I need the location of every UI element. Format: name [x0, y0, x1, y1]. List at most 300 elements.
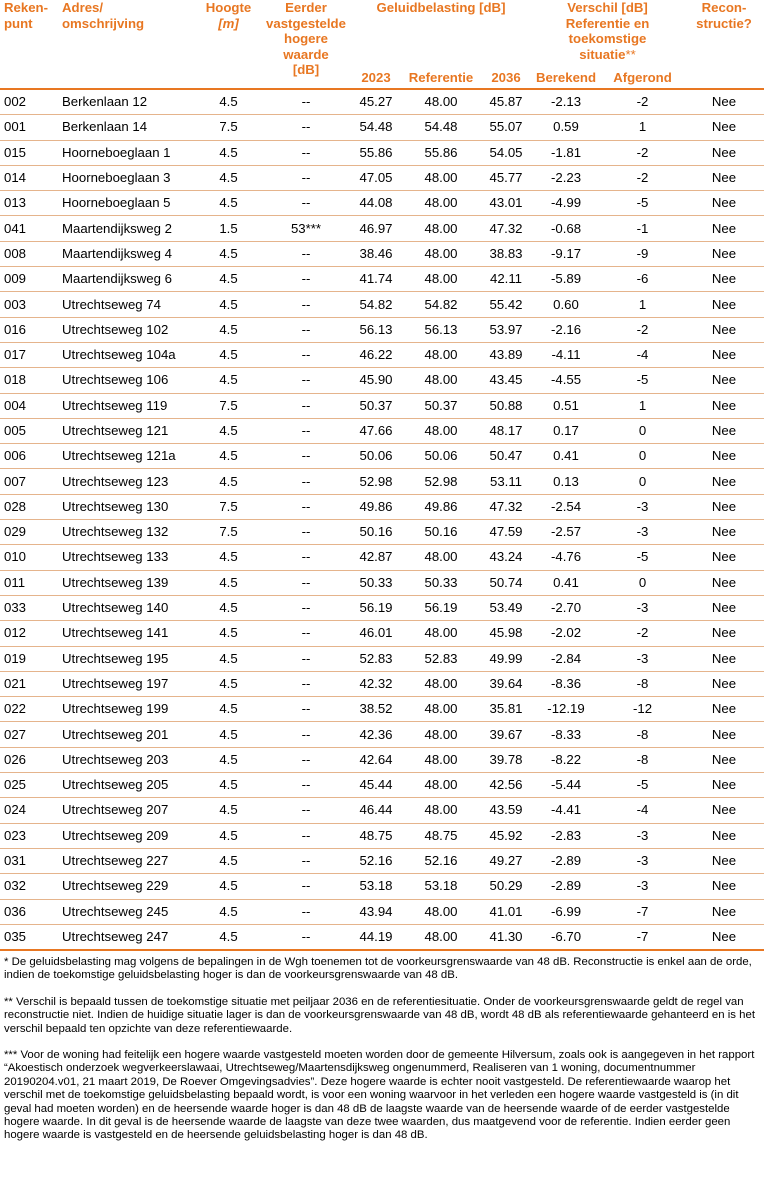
cell-rekenpunt: 032 [0, 874, 58, 899]
cell-2023: 42.36 [351, 722, 401, 747]
cell-referentie: 49.86 [401, 494, 481, 519]
cell-berekend: -9.17 [531, 241, 601, 266]
cell-hoogte: 4.5 [196, 267, 261, 292]
header-afgerond: Afgerond [601, 68, 684, 89]
cell-hoogte: 4.5 [196, 773, 261, 798]
cell-referentie: 48.00 [401, 545, 481, 570]
cell-adres: Utrechtseweg 207 [58, 798, 196, 823]
cell-eerder: -- [261, 595, 351, 620]
cell-referentie: 54.82 [401, 292, 481, 317]
cell-berekend: -4.55 [531, 368, 601, 393]
cell-adres: Utrechtseweg 199 [58, 697, 196, 722]
table-row [0, 342, 764, 367]
cell-2023: 52.98 [351, 469, 401, 494]
footnote-3: *** Voor de woning had feitelijk een hogere waarde vastgesteld moeten worden door de gemeente Hilversum, zoals ook is aangegeven in het rapport “Akoestisch onderzoek wegverkeerslawaai, Utrechtseweg/Maartensdijksweg ongenummerd, Realiseren van 1 woning, documentnummer 20190204.v01, 21 maart 2019, De Roever Omgevingsadvies”. Deze hogere waarde is echter nooit vastgesteld. De referentiewaarde waarop het verschil met de toekomstige geluidsbelasting bepaald wordt, is voor een woning waarvoor in het verleden een hogere waarde vastgesteld is (in dit geval had moeten worden) en de heersende waarde hoger is dan 48 dB de laagste waarde van de heersende waarde of de eerder vastgestelde hogere waarde. In dit geval is de heersende waarde de laagste van deze twee waarden, dus maatgevend voor de referentie. Indien eerder geen hogere waarde is vastgesteld en de heersende geluidsbelasting hoger is dan 48 dB. [4, 1049, 755, 1142]
cell-adres: Utrechtseweg 119 [58, 393, 196, 418]
cell-2023: 42.64 [351, 747, 401, 772]
cell-2036: 50.74 [481, 570, 531, 595]
cell-rekenpunt: 041 [0, 216, 58, 241]
cell-rekenpunt: 005 [0, 418, 58, 443]
cell-2023: 52.83 [351, 646, 401, 671]
cell-2036: 49.27 [481, 848, 531, 873]
table-row [0, 874, 764, 899]
cell-referentie: 48.00 [401, 722, 481, 747]
cell-rekenpunt: 015 [0, 140, 58, 165]
cell-adres: Hoorneboeglaan 5 [58, 191, 196, 216]
cell-reconstructie: Nee [684, 140, 764, 165]
cell-adres: Utrechtseweg 203 [58, 747, 196, 772]
cell-2023: 47.66 [351, 418, 401, 443]
cell-afgerond: -2 [601, 89, 684, 115]
cell-referentie: 50.06 [401, 444, 481, 469]
cell-rekenpunt: 006 [0, 444, 58, 469]
cell-2036: 45.92 [481, 823, 531, 848]
cell-hoogte: 4.5 [196, 292, 261, 317]
cell-hoogte: 4.5 [196, 545, 261, 570]
cell-berekend: 0.60 [531, 292, 601, 317]
cell-eerder: -- [261, 393, 351, 418]
cell-hoogte: 4.5 [196, 924, 261, 950]
header-referentie: Referentie [401, 68, 481, 89]
cell-2036: 42.11 [481, 267, 531, 292]
table-row [0, 216, 764, 241]
cell-2036: 47.32 [481, 216, 531, 241]
cell-adres: Berkenlaan 14 [58, 115, 196, 140]
table-row [0, 545, 764, 570]
cell-eerder: -- [261, 418, 351, 443]
cell-2023: 50.16 [351, 520, 401, 545]
cell-berekend: 0.41 [531, 570, 601, 595]
table-row [0, 823, 764, 848]
cell-referentie: 50.16 [401, 520, 481, 545]
table-row [0, 469, 764, 494]
cell-hoogte: 4.5 [196, 595, 261, 620]
cell-afgerond: -1 [601, 216, 684, 241]
table-row [0, 924, 764, 950]
cell-hoogte: 4.5 [196, 140, 261, 165]
cell-hoogte: 4.5 [196, 342, 261, 367]
cell-hoogte: 4.5 [196, 848, 261, 873]
cell-referentie: 52.16 [401, 848, 481, 873]
cell-adres: Utrechtseweg 247 [58, 924, 196, 950]
cell-rekenpunt: 011 [0, 570, 58, 595]
cell-2036: 39.64 [481, 671, 531, 696]
cell-2036: 41.01 [481, 899, 531, 924]
table-row [0, 570, 764, 595]
cell-eerder: -- [261, 646, 351, 671]
cell-eerder: -- [261, 773, 351, 798]
cell-rekenpunt: 013 [0, 191, 58, 216]
cell-2036: 48.17 [481, 418, 531, 443]
cell-afgerond: -2 [601, 140, 684, 165]
table-row [0, 722, 764, 747]
cell-referentie: 52.98 [401, 469, 481, 494]
cell-adres: Utrechtseweg 227 [58, 848, 196, 873]
cell-2023: 55.86 [351, 140, 401, 165]
cell-2036: 49.99 [481, 646, 531, 671]
cell-rekenpunt: 010 [0, 545, 58, 570]
footnotes [4, 956, 760, 1156]
cell-2036: 43.01 [481, 191, 531, 216]
cell-reconstructie: Nee [684, 570, 764, 595]
cell-reconstructie: Nee [684, 418, 764, 443]
cell-reconstructie: Nee [684, 342, 764, 367]
cell-2023: 45.27 [351, 89, 401, 115]
header-eerder-vastgesteld: Eerder vastgestelde hogere waarde [dB] [261, 0, 351, 89]
cell-2036: 43.45 [481, 368, 531, 393]
table-row [0, 646, 764, 671]
header-verschil: Verschil [dB] Referentie en toekomstige situatie** [565, 0, 650, 62]
header-geluidsbelasting: Geluidbelasting [dB] [376, 0, 506, 15]
cell-afgerond: -7 [601, 924, 684, 950]
cell-eerder: -- [261, 140, 351, 165]
cell-hoogte: 4.5 [196, 317, 261, 342]
cell-reconstructie: Nee [684, 823, 764, 848]
cell-hoogte: 4.5 [196, 823, 261, 848]
cell-berekend: -2.89 [531, 848, 601, 873]
cell-rekenpunt: 014 [0, 165, 58, 190]
table-row [0, 292, 764, 317]
cell-hoogte: 4.5 [196, 747, 261, 772]
cell-reconstructie: Nee [684, 393, 764, 418]
cell-referentie: 48.00 [401, 368, 481, 393]
cell-2023: 52.16 [351, 848, 401, 873]
cell-reconstructie: Nee [684, 747, 764, 772]
table-row [0, 368, 764, 393]
cell-reconstructie: Nee [684, 165, 764, 190]
cell-adres: Utrechtseweg 201 [58, 722, 196, 747]
cell-eerder: -- [261, 747, 351, 772]
cell-adres: Utrechtseweg 106 [58, 368, 196, 393]
cell-hoogte: 4.5 [196, 469, 261, 494]
cell-referentie: 48.00 [401, 342, 481, 367]
cell-adres: Utrechtseweg 130 [58, 494, 196, 519]
cell-afgerond: -5 [601, 191, 684, 216]
cell-2036: 50.47 [481, 444, 531, 469]
cell-adres: Hoorneboeglaan 1 [58, 140, 196, 165]
cell-eerder: -- [261, 469, 351, 494]
table-row [0, 241, 764, 266]
cell-2023: 56.13 [351, 317, 401, 342]
header-berekend: Berekend [531, 68, 601, 89]
cell-eerder: -- [261, 570, 351, 595]
cell-berekend: -5.44 [531, 773, 601, 798]
cell-eerder: -- [261, 848, 351, 873]
cell-rekenpunt: 016 [0, 317, 58, 342]
cell-berekend: 0.17 [531, 418, 601, 443]
cell-2023: 50.33 [351, 570, 401, 595]
cell-reconstructie: Nee [684, 444, 764, 469]
cell-afgerond: 0 [601, 469, 684, 494]
cell-rekenpunt: 018 [0, 368, 58, 393]
cell-2036: 47.32 [481, 494, 531, 519]
cell-reconstructie: Nee [684, 89, 764, 115]
cell-referentie: 48.00 [401, 671, 481, 696]
cell-afgerond: -3 [601, 646, 684, 671]
cell-referentie: 48.00 [401, 798, 481, 823]
cell-2036: 54.05 [481, 140, 531, 165]
cell-rekenpunt: 035 [0, 924, 58, 950]
cell-adres: Utrechtseweg 229 [58, 874, 196, 899]
cell-afgerond: -8 [601, 722, 684, 747]
cell-afgerond: 0 [601, 570, 684, 595]
cell-referentie: 53.18 [401, 874, 481, 899]
cell-2036: 39.78 [481, 747, 531, 772]
cell-eerder: -- [261, 368, 351, 393]
cell-hoogte: 4.5 [196, 570, 261, 595]
cell-berekend: -2.02 [531, 621, 601, 646]
cell-rekenpunt: 022 [0, 697, 58, 722]
cell-referentie: 48.00 [401, 697, 481, 722]
cell-adres: Utrechtseweg 133 [58, 545, 196, 570]
table-row [0, 494, 764, 519]
cell-2036: 53.49 [481, 595, 531, 620]
cell-afgerond: -6 [601, 267, 684, 292]
cell-adres: Utrechtseweg 102 [58, 317, 196, 342]
cell-afgerond: 0 [601, 444, 684, 469]
cell-afgerond: -5 [601, 368, 684, 393]
cell-referentie: 55.86 [401, 140, 481, 165]
cell-rekenpunt: 021 [0, 671, 58, 696]
cell-rekenpunt: 002 [0, 89, 58, 115]
table-row [0, 444, 764, 469]
cell-2036: 42.56 [481, 773, 531, 798]
table-row [0, 848, 764, 873]
cell-berekend: 0.13 [531, 469, 601, 494]
cell-2023: 46.22 [351, 342, 401, 367]
table-row [0, 89, 764, 115]
cell-referentie: 48.00 [401, 267, 481, 292]
header-2036: 2036 [481, 68, 531, 89]
cell-referentie: 48.75 [401, 823, 481, 848]
cell-reconstructie: Nee [684, 773, 764, 798]
cell-eerder: -- [261, 241, 351, 266]
cell-berekend: -2.89 [531, 874, 601, 899]
cell-reconstructie: Nee [684, 621, 764, 646]
cell-adres: Utrechtseweg 139 [58, 570, 196, 595]
header-hoogte: Hoogte [m] [196, 0, 261, 89]
cell-rekenpunt: 025 [0, 773, 58, 798]
cell-2036: 43.24 [481, 545, 531, 570]
cell-afgerond: -2 [601, 317, 684, 342]
cell-rekenpunt: 003 [0, 292, 58, 317]
table-row [0, 191, 764, 216]
cell-2036: 45.98 [481, 621, 531, 646]
cell-afgerond: 0 [601, 418, 684, 443]
cell-2023: 44.19 [351, 924, 401, 950]
cell-afgerond: -4 [601, 342, 684, 367]
cell-berekend: -8.36 [531, 671, 601, 696]
cell-2036: 53.97 [481, 317, 531, 342]
cell-eerder: -- [261, 115, 351, 140]
cell-2023: 46.01 [351, 621, 401, 646]
cell-berekend: -2.13 [531, 89, 601, 115]
cell-hoogte: 4.5 [196, 722, 261, 747]
cell-hoogte: 4.5 [196, 241, 261, 266]
table-row [0, 798, 764, 823]
cell-hoogte: 4.5 [196, 191, 261, 216]
cell-2023: 47.05 [351, 165, 401, 190]
cell-berekend: -8.22 [531, 747, 601, 772]
cell-adres: Utrechtseweg 121a [58, 444, 196, 469]
table-row [0, 165, 764, 190]
cell-afgerond: -3 [601, 520, 684, 545]
cell-reconstructie: Nee [684, 292, 764, 317]
cell-eerder: -- [261, 292, 351, 317]
cell-2023: 46.97 [351, 216, 401, 241]
cell-afgerond: -2 [601, 621, 684, 646]
cell-2023: 50.06 [351, 444, 401, 469]
cell-2023: 41.74 [351, 267, 401, 292]
cell-reconstructie: Nee [684, 671, 764, 696]
cell-referentie: 48.00 [401, 241, 481, 266]
cell-2023: 38.46 [351, 241, 401, 266]
cell-2036: 35.81 [481, 697, 531, 722]
cell-eerder: -- [261, 697, 351, 722]
cell-eerder: -- [261, 798, 351, 823]
table-row [0, 595, 764, 620]
cell-reconstructie: Nee [684, 216, 764, 241]
cell-afgerond: 1 [601, 292, 684, 317]
table-row [0, 773, 764, 798]
cell-hoogte: 4.5 [196, 165, 261, 190]
cell-eerder: -- [261, 899, 351, 924]
cell-adres: Utrechtseweg 140 [58, 595, 196, 620]
cell-rekenpunt: 019 [0, 646, 58, 671]
cell-hoogte: 4.5 [196, 899, 261, 924]
cell-rekenpunt: 017 [0, 342, 58, 367]
cell-adres: Berkenlaan 12 [58, 89, 196, 115]
cell-eerder: 53*** [261, 216, 351, 241]
cell-adres: Hoorneboeglaan 3 [58, 165, 196, 190]
cell-eerder: -- [261, 722, 351, 747]
cell-hoogte: 7.5 [196, 393, 261, 418]
cell-eerder: -- [261, 545, 351, 570]
cell-reconstructie: Nee [684, 646, 764, 671]
cell-hoogte: 4.5 [196, 444, 261, 469]
cell-afgerond: -8 [601, 747, 684, 772]
cell-rekenpunt: 008 [0, 241, 58, 266]
cell-eerder: -- [261, 621, 351, 646]
cell-berekend: -0.68 [531, 216, 601, 241]
cell-adres: Utrechtseweg 205 [58, 773, 196, 798]
cell-rekenpunt: 029 [0, 520, 58, 545]
cell-2023: 48.75 [351, 823, 401, 848]
cell-eerder: -- [261, 342, 351, 367]
cell-2036: 39.67 [481, 722, 531, 747]
cell-reconstructie: Nee [684, 798, 764, 823]
cell-2036: 45.77 [481, 165, 531, 190]
cell-afgerond: -5 [601, 773, 684, 798]
cell-eerder: -- [261, 191, 351, 216]
cell-berekend: -2.83 [531, 823, 601, 848]
cell-berekend: -2.23 [531, 165, 601, 190]
cell-berekend: -4.99 [531, 191, 601, 216]
cell-eerder: -- [261, 874, 351, 899]
cell-referentie: 56.19 [401, 595, 481, 620]
cell-afgerond: 1 [601, 393, 684, 418]
cell-afgerond: -12 [601, 697, 684, 722]
cell-berekend: -2.70 [531, 595, 601, 620]
cell-2036: 50.88 [481, 393, 531, 418]
cell-berekend: -4.41 [531, 798, 601, 823]
cell-2036: 55.07 [481, 115, 531, 140]
table-row [0, 621, 764, 646]
cell-afgerond: -3 [601, 823, 684, 848]
cell-2023: 42.32 [351, 671, 401, 696]
table-row [0, 520, 764, 545]
table-row [0, 115, 764, 140]
cell-afgerond: -3 [601, 848, 684, 873]
cell-eerder: -- [261, 89, 351, 115]
cell-referentie: 48.00 [401, 216, 481, 241]
cell-referentie: 48.00 [401, 89, 481, 115]
cell-referentie: 56.13 [401, 317, 481, 342]
cell-2023: 54.48 [351, 115, 401, 140]
header-rekenpunt: Reken- punt [0, 0, 58, 89]
cell-berekend: -1.81 [531, 140, 601, 165]
cell-adres: Maartendijksweg 2 [58, 216, 196, 241]
cell-hoogte: 4.5 [196, 671, 261, 696]
table-row [0, 140, 764, 165]
cell-2023: 44.08 [351, 191, 401, 216]
cell-referentie: 48.00 [401, 773, 481, 798]
cell-adres: Utrechtseweg 209 [58, 823, 196, 848]
header-reconstructie: Recon- structie? [684, 0, 764, 89]
cell-2036: 47.59 [481, 520, 531, 545]
cell-referentie: 48.00 [401, 165, 481, 190]
cell-2023: 42.87 [351, 545, 401, 570]
cell-reconstructie: Nee [684, 191, 764, 216]
cell-rekenpunt: 027 [0, 722, 58, 747]
cell-reconstructie: Nee [684, 241, 764, 266]
cell-afgerond: 1 [601, 115, 684, 140]
cell-berekend: 0.59 [531, 115, 601, 140]
cell-eerder: -- [261, 924, 351, 950]
cell-berekend: -6.99 [531, 899, 601, 924]
cell-hoogte: 7.5 [196, 494, 261, 519]
header-2023: 2023 [351, 68, 401, 89]
cell-2036: 43.89 [481, 342, 531, 367]
cell-eerder: -- [261, 444, 351, 469]
cell-berekend: -2.57 [531, 520, 601, 545]
table-row [0, 267, 764, 292]
table-row [0, 899, 764, 924]
cell-2023: 38.52 [351, 697, 401, 722]
cell-reconstructie: Nee [684, 924, 764, 950]
cell-eerder: -- [261, 267, 351, 292]
cell-hoogte: 4.5 [196, 874, 261, 899]
cell-2023: 46.44 [351, 798, 401, 823]
cell-afgerond: -7 [601, 899, 684, 924]
cell-hoogte: 4.5 [196, 89, 261, 115]
cell-reconstructie: Nee [684, 469, 764, 494]
header-adres: Adres/ omschrijving [58, 0, 196, 89]
cell-berekend: -12.19 [531, 697, 601, 722]
cell-berekend: -5.89 [531, 267, 601, 292]
cell-afgerond: -4 [601, 798, 684, 823]
cell-berekend: -2.54 [531, 494, 601, 519]
cell-referentie: 48.00 [401, 924, 481, 950]
cell-referentie: 48.00 [401, 621, 481, 646]
cell-berekend: -6.70 [531, 924, 601, 950]
cell-rekenpunt: 031 [0, 848, 58, 873]
cell-rekenpunt: 007 [0, 469, 58, 494]
table-body [0, 89, 764, 950]
cell-hoogte: 4.5 [196, 368, 261, 393]
cell-referentie: 48.00 [401, 418, 481, 443]
cell-afgerond: -8 [601, 671, 684, 696]
